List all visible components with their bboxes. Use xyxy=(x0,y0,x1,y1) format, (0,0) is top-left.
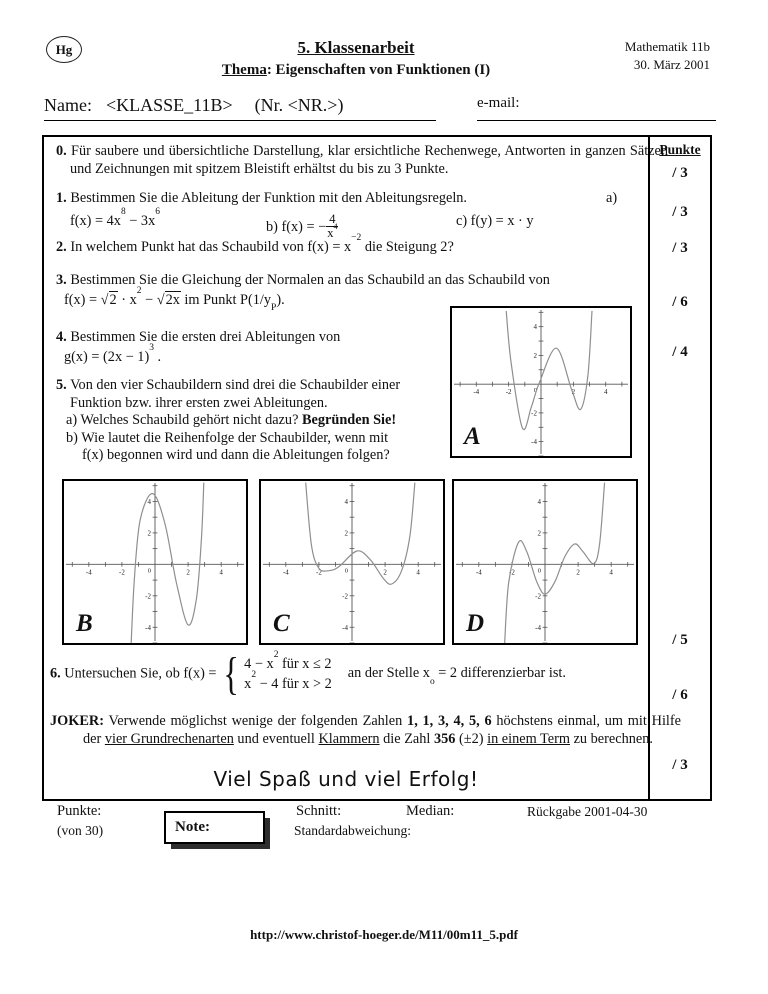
graph-B-label: B xyxy=(76,610,93,638)
svg-text:-2: -2 xyxy=(535,592,541,601)
footer-median-label: Median: xyxy=(406,803,455,819)
formula-1b: b) f(x) = − $\frac{4}{x^4}$ xyxy=(266,211,338,241)
svg-text:4: 4 xyxy=(219,568,223,577)
points-column xyxy=(648,137,710,799)
graph-B xyxy=(62,479,248,645)
svg-text:-4: -4 xyxy=(473,388,480,397)
svg-text:-2: -2 xyxy=(118,568,125,577)
question-3 xyxy=(50,272,642,314)
svg-text:-4: -4 xyxy=(85,568,92,577)
question-1-text: Bestimmen Sie die Ableitung der Funktion mit den Ableitungsregeln. xyxy=(70,190,468,206)
fraction: $\frac{4}{x^4}$ xyxy=(327,211,338,241)
teacher-logo: Hg xyxy=(46,36,82,63)
brace: { xyxy=(223,648,239,700)
question-6 xyxy=(50,648,646,700)
questions-area xyxy=(44,137,682,799)
question-1-formulas xyxy=(50,206,642,241)
name-label: Name: xyxy=(44,95,92,115)
klammern-underline: Klammern xyxy=(318,730,380,747)
radical: √ xyxy=(156,291,165,308)
svg-text:2: 2 xyxy=(186,568,190,577)
svg-text:2: 2 xyxy=(344,529,348,538)
svg-text:-2: -2 xyxy=(315,568,322,577)
exponent: −2 xyxy=(351,233,362,244)
header-meta xyxy=(600,38,710,74)
svg-text:-2: -2 xyxy=(508,568,515,577)
graph-D-label: D xyxy=(466,610,485,638)
svg-text:-4: -4 xyxy=(145,623,151,632)
question-0-text: Für saubere und übersichtliche Darstellung, klar ersichtliche Rechenwege, Antworten in ganzen Sätzen und Zeichnungen mit spitzem Bleistift erhältst du bis zu 3 Punkte. xyxy=(70,143,669,177)
svg-text:-2: -2 xyxy=(531,409,537,418)
footer-rueckgabe-label: Rückgabe 2001-04-30 xyxy=(527,804,648,819)
svg-text:2: 2 xyxy=(571,388,576,397)
question-2-text-end: die Steigung 2? xyxy=(361,239,454,255)
begruenden-bold: Begründen Sie! xyxy=(302,412,397,429)
question-0 xyxy=(50,143,668,178)
email-label: e-mail: xyxy=(477,95,520,111)
svg-text:0: 0 xyxy=(147,567,151,575)
svg-text:4: 4 xyxy=(416,568,420,577)
points-q3: / 6 xyxy=(672,294,688,310)
question-5 xyxy=(50,377,448,465)
svg-text:-4: -4 xyxy=(535,623,541,632)
points-joker: / 3 xyxy=(672,757,688,773)
points-q1: / 3 xyxy=(672,204,688,220)
question-0-number: 0. xyxy=(56,143,67,159)
question-3-text: Bestimmen Sie die Gleichung der Normalen an das Schaubild an das Schaubild von xyxy=(70,272,550,288)
note-box: Note: xyxy=(164,811,265,844)
svg-text:0: 0 xyxy=(537,567,541,575)
svg-text:4: 4 xyxy=(344,497,348,506)
svg-text:-4: -4 xyxy=(342,623,348,632)
term-underline: in einem Term xyxy=(487,730,570,747)
svg-text:2: 2 xyxy=(537,529,541,538)
question-5-number: 5. xyxy=(56,377,67,393)
question-5b-cont: f(x) begonnen wird und dann die Ableitungen folgen? xyxy=(82,447,390,464)
motto-text: Viel Spaß und viel Erfolg! xyxy=(213,767,479,791)
thema-text: : Eigenschaften von Funktionen (I) xyxy=(266,62,491,78)
question-1-number: 1. xyxy=(56,190,67,206)
svg-text:0: 0 xyxy=(533,387,537,395)
formula-1a: $f(x) = 4x^8 - 3x^6$ xyxy=(70,206,160,229)
graph-C xyxy=(259,479,445,645)
graph-C-label: C xyxy=(273,610,290,638)
piecewise-function: { $4 - x^2$ für x ≤ 2 $x^2 - 4$ für x > 2 an der Stelle $x_o = 2$ differenzierbar ist. xyxy=(223,648,566,700)
target-number: 356 xyxy=(433,730,456,747)
graph-A-label: A xyxy=(464,423,481,451)
svg-text:-4: -4 xyxy=(531,438,537,447)
graph-D xyxy=(452,479,638,645)
question-3-formula: $f(x) = √2 \cdot x^2 - √2x$ im Punkt $P(1/y_P)$. xyxy=(64,285,285,314)
svg-text:-2: -2 xyxy=(145,592,151,601)
svg-text:-4: -4 xyxy=(282,568,289,577)
thema-label: Thema xyxy=(221,62,267,78)
source-url: http://www.christof-hoeger.de/M11/00m11_5.pdf xyxy=(250,927,518,942)
formula-1c: c) f(y) = x · y xyxy=(456,212,534,229)
question-4-text: Bestimmen Sie die ersten drei Ableitungen von xyxy=(70,329,341,345)
question-6-text: Untersuchen Sie, ob f(x) = xyxy=(60,665,221,682)
footer-punkte-label: Punkte: xyxy=(57,803,102,819)
date-label: 30. März 2001 xyxy=(633,57,710,72)
question-4 xyxy=(50,329,440,366)
question-2-number: 2. xyxy=(56,239,67,255)
graph-A xyxy=(450,306,632,458)
points-q4: / 4 xyxy=(672,344,688,360)
svg-text:4: 4 xyxy=(609,568,613,577)
svg-text:2: 2 xyxy=(147,529,151,538)
question-5b: b) Wie lautet die Reihenfolge der Schaubilder, wenn mit xyxy=(66,429,389,446)
question-5a: a) Welches Schaubild gehört nicht dazu? Begründen Sie! xyxy=(66,412,397,429)
svg-text:-4: -4 xyxy=(475,568,482,577)
question-2 xyxy=(50,233,662,257)
question-3-number: 3. xyxy=(56,272,67,288)
svg-text:2: 2 xyxy=(576,568,580,577)
name-line xyxy=(44,95,436,121)
svg-text:4: 4 xyxy=(537,497,541,506)
points-q0: / 3 xyxy=(672,165,688,181)
points-q5: / 5 xyxy=(672,632,688,648)
question-6-number: 6. xyxy=(50,665,61,682)
grundrechenarten-underline: vier Grundrechenarten xyxy=(104,730,234,747)
svg-text:2: 2 xyxy=(533,351,537,360)
svg-text:4: 4 xyxy=(603,388,608,397)
svg-text:4: 4 xyxy=(147,497,151,506)
question-4-formula: $g(x) = (2x - 1)^3$ . xyxy=(64,342,162,365)
joker-question: JOKER: Verwende möglichst wenige der folgenden Zahlen 1, 1, 3, 4, 5, 6 höchstens einmal, um mit Hilfe der vier Grundrechenarten und eventuell Klammern die Zahl 356 (±2) in einem Term zu berechnen. xyxy=(50,713,682,747)
footer-std-label: Standardabweichung: xyxy=(294,823,411,838)
question-5-text: Von den vier Schaubildern sind drei die Schaubilder einer Funktion bzw. ihrer ersten zwei Ableitungen. xyxy=(70,377,401,411)
joker-label: JOKER: xyxy=(50,713,105,729)
footer-schnitt-label: Schnitt: xyxy=(296,803,342,819)
joker-numbers: 1, 1, 3, 4, 5, 6 xyxy=(407,713,492,729)
svg-text:0: 0 xyxy=(344,567,348,575)
svg-text:-2: -2 xyxy=(505,388,512,397)
radical: √ xyxy=(100,291,109,308)
page-title: 5. Klassenarbeit xyxy=(297,38,415,57)
points-header: Punkte xyxy=(659,142,701,157)
nr-value: (Nr. <NR.>) xyxy=(254,95,344,115)
question-2-text: In welchem Punkt hat das Schaubild von f(x) = x xyxy=(70,239,352,255)
name-value: <KLASSE_11B> xyxy=(105,95,233,115)
points-q2: / 3 xyxy=(672,240,688,256)
course-label: Mathematik 11b xyxy=(624,39,710,54)
exam-table xyxy=(42,135,712,801)
question-4-number: 4. xyxy=(56,329,67,345)
footer-von30-label: (von 30) xyxy=(57,823,104,838)
svg-text:2: 2 xyxy=(383,568,387,577)
svg-text:-2: -2 xyxy=(342,592,348,601)
points-q6: / 6 xyxy=(672,687,688,703)
svg-text:4: 4 xyxy=(533,323,537,332)
question-1: 1. Bestimmen Sie die Ableitung der Funktion mit den Ableitungsregeln. a) $f(x) = 4x^8 - 3x^6$ b) f(x) = − $\frac{4}{x^4}$ c) f(y) = x · y xyxy=(50,190,642,237)
email-line xyxy=(477,95,716,121)
